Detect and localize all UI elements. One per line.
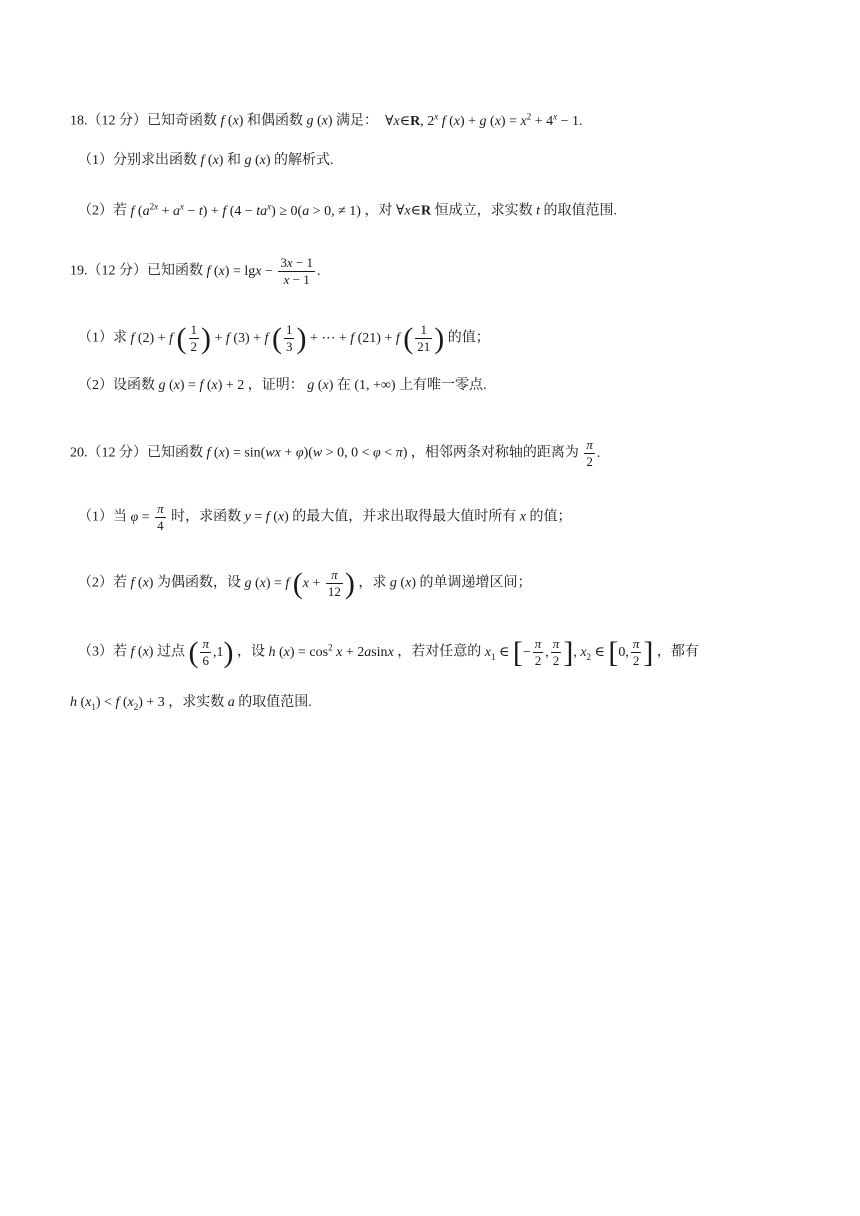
math-q19-sum: f (2) + f ( $\frac{1}{2}$ ) + f (3) + f ( $\frac{1}{3}$ ) + ⋯ + f (21) + f ( $\frac{1}{21}$ ) [130,321,445,355]
q19-p1a: （1）求 [78,330,127,346]
q19-part2 [78,376,800,396]
q20-p3g: 的取值范围. [238,695,312,710]
math-fx: f (x) [130,644,154,660]
math-q20-inequality: h $(x_1) < f$ $(x_2) + 3$ [70,695,165,712]
q20-head: 20.（12 分）已知函数 [70,445,203,461]
q20-stem [70,437,800,470]
q20-p3b: 过点 [156,644,185,660]
q18-p1a: （1）分别求出函数 [78,153,197,168]
q20-p3f: ，求实数 [168,695,225,710]
math-fx: f (x) [200,153,224,168]
math-gx: g (x) [244,153,271,168]
q20-p1b: 时，求函数 [171,509,242,525]
math-q20-h: h $(x) = \cos^2 x + 2asinx$ [268,642,394,660]
q18-part1 [78,151,800,171]
math-q18-inequality: f $(a^{2x} + a^x - t) + f$ $(4 - ta^x) \ge 0(a > 0$, ≠ 1) [130,201,361,219]
q18-part2 [78,196,800,222]
math-interval: (1, +∞) [354,378,396,393]
q18-p2a: （2）若 [78,203,127,219]
q20-p2c: ，求 [358,575,387,591]
q20-p1c: 的最大值，并求出取得最大值时所有 [292,509,517,525]
q20-part1 [78,501,800,534]
q20-p3c: ，设 [236,644,265,660]
q19-p2d: 上有唯一零点. [399,378,487,393]
q19-head: 19.（12 分）已知函数 [70,263,203,279]
q18-mid2: 满足： [336,113,379,129]
math-fx: f (x) [130,575,154,591]
q18-p2d: 的取值范围. [543,203,617,219]
q20-part3-cont [70,693,800,717]
q19-p2b: ，证明： [247,378,304,393]
math-x: x [519,509,526,525]
q18-p2b: ，对 [364,203,393,219]
q20-p1d: 的值； [529,509,572,525]
q20-part2 [78,567,800,600]
math-q18-equation: ∀x∈R, 2$^x$ f (x) + g $(x) = x^2 + 4^x - 1$. [381,111,583,129]
q19-part1 [78,322,800,355]
q20-p1a: （1）当 [78,509,127,525]
math-q19-function: f (x) = lgx − $\frac{3x - 1}{x - 1}$ . [206,255,321,287]
math-gx: g (x) [307,378,334,393]
q18-head: 18.（12 分）已知奇函数 [70,113,217,129]
math-q20-function: f (x) = sin(wx + φ)(w > 0, 0 < φ < π) [206,445,408,461]
math-y-fx: y = f (x) [244,509,289,525]
math-q19-g: g (x) = f (x) + 2 [158,378,245,393]
q18-mid1: 和偶函数 [246,113,303,129]
math-x1-range: $x_1$ ∈ [− $\frac{\pi}{2}$ , $\frac{\pi}{2}$ ], $x_2$ ∈ [0, $\frac{\pi}{2}$ ] [484,635,654,669]
q20-p3d: ，若对任意的 [397,644,482,660]
q19-p2c: 在 [336,378,351,393]
q20-p2a: （2）若 [78,575,127,591]
math-fx: f (x) [220,113,244,129]
q20-p3a: （3）若 [78,644,127,660]
math-q20-g: g (x) = f (x + $\frac{\pi}{12}$ ) [244,566,355,600]
q19-p2a: （2）设函数 [78,378,155,393]
math-a: a [227,695,235,710]
q18-p1c: 的解析式. [274,153,334,168]
math-phi: φ = $\frac{\pi}{4}$ [130,501,164,533]
q18-stem [70,106,800,132]
q19-stem [70,255,800,288]
math-pi-over-2: $\frac{\pi}{2}$ . [586,437,601,469]
math-gx: g (x) [306,113,333,129]
q19-p1b: 的值； [447,330,490,346]
q20-p2d: 的单调递增区间； [419,575,532,591]
math-point: ( $\frac{\pi}{6}$ ,1) [188,635,234,669]
math-gx: g (x) [389,575,416,591]
q18-p1b: 和 [226,153,241,168]
math-forall: ∀x∈R [395,203,432,219]
q20-p2b: 为偶函数，设 [156,575,241,591]
q18-p2c: 恒成立，求实数 [434,203,533,219]
q20-p3e: ，都有 [656,644,699,660]
math-t: t [536,203,540,219]
q20-part3 [78,636,800,669]
q20-head2: ，相邻两条对称轴的距离为 [410,445,579,461]
